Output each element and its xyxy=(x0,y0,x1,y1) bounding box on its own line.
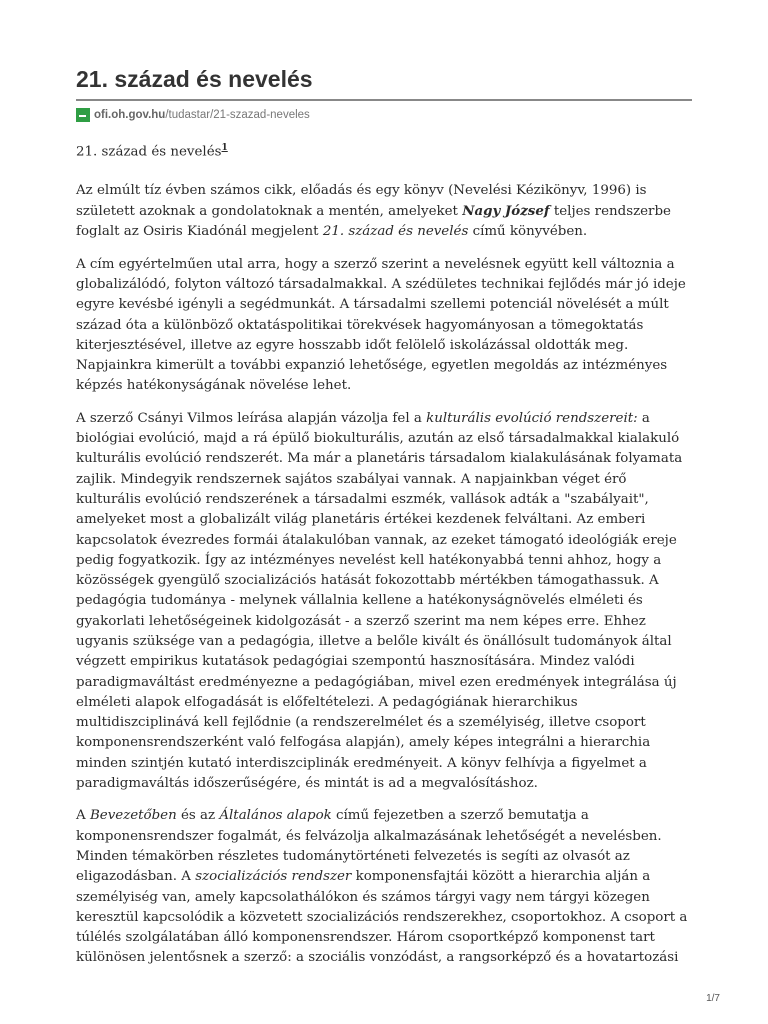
p3-text-a: A szerző Csányi Vilmos leírása alapján vázolja fel a xyxy=(76,410,427,426)
p4-text-a: A xyxy=(76,808,90,824)
p4-emphasis-2: Általános alapok xyxy=(219,808,332,824)
intro-line xyxy=(76,138,692,163)
p4-emphasis-3: szocializációs rendszer xyxy=(195,869,352,885)
article xyxy=(76,62,692,981)
author-name: Nagy József xyxy=(462,203,550,220)
paragraph-2: A cím egyértelműen utal arra, hogy a szerző szerint a nevelésnek együtt kell változnia a globalizálódó, folyton változó társadalmakkal. A szédületes technikai fejlődés már jó ideje egyre kevésbé igényli a segédmunkát. A társadalmi szellemi potenciál növelését a múlt század óta a különböző oktatáspolitikai törekvések hagyományosan a tömegoktatás kiterjesztésével, illetve az egyre hosszabb időt felölelő iskolázással oldották meg. Napjainkra kimerült a további expanzió lehetősége, egyetlen megoldás az intézményes képzés hatékonyságának növelése lehet. xyxy=(76,256,686,394)
p1-text-b: teljes rendszerbe foglalt az Osiris Kiadónál megjelent xyxy=(76,204,671,240)
book-title: 21. század és nevelés xyxy=(322,224,469,240)
title-divider xyxy=(76,99,692,101)
page-title: 21. század és nevelés xyxy=(76,66,313,92)
page-number: 1/7 xyxy=(706,993,720,1004)
p4-text-c: című fejezetben a szerző bemutatja a komponensrendszer fogalmát, és felvázolja alkalmazásának lehetőségét a nevelésben. Minden témakörben részletes tudománytörténeti felvezetés is segíti az olvasót az eligazodásban. A xyxy=(76,808,662,885)
p3-text-b: a biológiai evolúció, majd a rá épülő biokulturális, azután az első társadalmakkal kialakuló kulturális evolúció rendszerét. Ma már a planetáris társadalom kialakulásának folyamata zajlik. Mindegyik rendszernek sajátos szabályai vannak. A napjainkban véget érő kulturális evolúció rendszerének a társadalmi eszmék, vallások adták a "szabályait", amelyeket most a globalizált világ planetáris értékei kezdenek felváltani. Az emberi kapcsolatok évezredes formái átalakulóban vannak, az ezeket támogató ideológiák ereje pedig fogyatkozik. Így az intézményes nevelést kell hatékonyabbá tenni ahhoz, hogy a közösségek gyengülő szocializációs hatását fokozottabb mértékben támogathassuk. A pedagógia tudománya - melynek vállalnia kellene a hatékonyságnövelés elméleti és gyakorlati lehetőségeinek kidolgozását - a szerző szerint ma nem képes erre. Ehhez ugyanis szüksége van a pedagógia, illetve a belőle kivált és önállósult tudományok által végzett empirikus kutatások pedagógiai szempontú hasznosítására. Mindez valódi paradigmaváltást eredményezne a pedagógiában, mivel ezen eredmények integrálása új elméleti alapok elfogadását is előfeltételezi. A pedagógiának hierarchikus multidiszciplinává kell fejlődnie (a rendszerelmélet és a személyiség, illetve csoport komponensrendszerként való felfogása alapján), amely képes integrálni a hierarchia minden szintjén kutató interdiszciplinák eredményeit. A könyv felhívja a figyelmet a paradigmaváltás időszerűségére, és mintát is ad a megvalósításhoz. xyxy=(76,410,683,792)
footnote-link[interactable]: 1 xyxy=(221,143,228,153)
p1-text-c: című könyvében. xyxy=(468,224,588,240)
site-favicon-icon xyxy=(76,108,90,122)
paragraph-4 xyxy=(76,806,692,968)
p4-text-b: és az xyxy=(176,808,220,824)
source-host[interactable]: ofi.oh.gov.hu xyxy=(94,109,166,121)
paragraph-3 xyxy=(76,409,692,795)
p4-emphasis-1: Bevezetőben xyxy=(89,808,177,824)
p3-emphasis: kulturális evolúció rendszereit: xyxy=(426,410,638,426)
source-path[interactable]: /tudastar/21-szazad-neveles xyxy=(165,109,310,121)
source-link[interactable] xyxy=(76,106,692,124)
article-body xyxy=(76,138,692,969)
p4-text-d: komponensfajtái között a hierarchia alján a személyiség van, amely kapcsolathálókon és számos tárgyi vagy nem tárgyi közegen keresztül kapcsolódik a közvetett szocializációs rendszerekhez, csoportokhoz. A csoport a túlélés szolgálatában álló komponensrendszer. Három csoportképző komponenst tart különösen jelentősnek a szerző: a szociális vonzódást, a rangsorképző és a hovatartozási xyxy=(76,869,688,966)
p1-text-a: Az elmúlt tíz évben számos cikk, előadás és egy könyv (Nevelési Kézikönyv, 1996) is született azoknak a gondolatoknak a mentén, amelyeket xyxy=(76,182,647,220)
intro-text: 21. század és nevelés xyxy=(76,144,222,160)
paragraph-1 xyxy=(76,181,692,243)
